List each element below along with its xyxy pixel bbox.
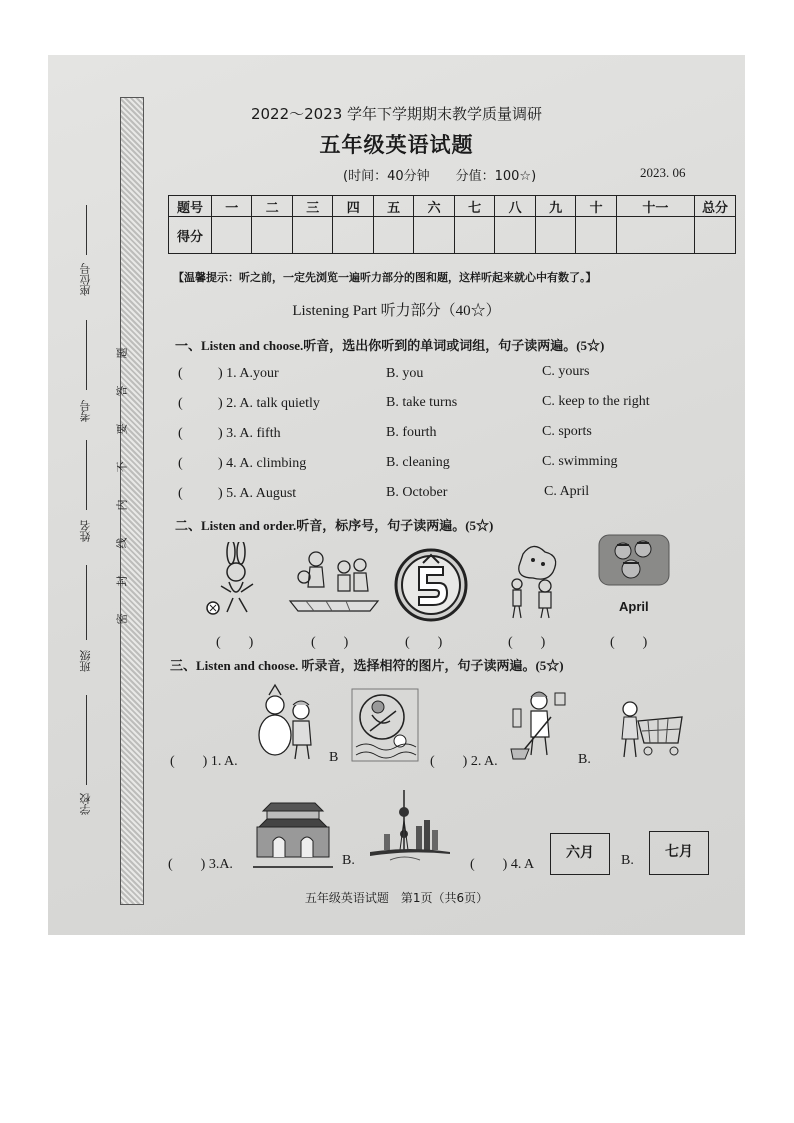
shopping-cart-picture — [618, 697, 688, 763]
part-title: Listening Part 听力部分（40☆） — [292, 303, 501, 319]
section1-title: 一、Listen and choose.听音，选出你听到的单词或词组，句子读两遍。(5☆) — [175, 338, 605, 353]
apple-picking-picture — [503, 542, 565, 620]
seal-char: 题 — [115, 347, 129, 359]
term-line: 2022～2023 学年下学期期末教学质量调研 — [250, 105, 543, 123]
answer-paren[interactable]: ( — [178, 486, 183, 501]
exam-number-label: 考号 — [79, 400, 92, 422]
score-cell[interactable] — [292, 217, 332, 254]
answer-paren[interactable]: ( — [178, 426, 183, 441]
family-picnic-picture — [286, 545, 384, 617]
shanghai-skyline-picture — [370, 790, 450, 870]
score-header-cell: 三 — [292, 196, 332, 217]
name-line — [86, 440, 87, 510]
option-c: C. April — [544, 484, 590, 499]
score-header-cell: 九 — [535, 196, 575, 217]
seat-number-label: 座位号 — [79, 263, 92, 296]
option-b-label: B — [329, 750, 339, 765]
exam-date: 2023. 06 — [640, 165, 686, 180]
page-title: 五年级英语试题 — [319, 133, 474, 157]
score-cell[interactable] — [695, 217, 736, 254]
option-b: B. fourth — [386, 425, 437, 440]
seat-number-line — [86, 205, 87, 255]
answer-paren[interactable]: ( — [178, 456, 183, 471]
option-a: ) 4. A. climbing — [218, 456, 307, 471]
rabbit-football-picture — [203, 542, 265, 620]
score-header-cell: 题号 — [169, 196, 212, 217]
question-3-2[interactable]: ( ) 2. A. — [430, 754, 498, 769]
school-label: 学校 — [79, 793, 92, 815]
order-blank[interactable]: ( ) — [216, 635, 254, 650]
option-b: B. cleaning — [386, 455, 450, 470]
seal-char: 要 — [115, 423, 129, 435]
score-header-cell: 二 — [252, 196, 292, 217]
option-b: B. take turns — [386, 395, 458, 410]
score-cell[interactable] — [535, 217, 575, 254]
exam-meta: (时间：40分钟 分值：100☆) — [343, 169, 537, 184]
score-cell[interactable] — [414, 217, 454, 254]
answer-paren[interactable]: ( — [178, 366, 183, 381]
option-c: C. swimming — [542, 454, 618, 469]
exam-number-line — [86, 320, 87, 390]
tip-text: 【温馨提示：听之前，一定先浏览一遍听力部分的图和题，这样听起来就心中有数了。】 — [173, 271, 597, 284]
score-header-cell: 八 — [495, 196, 535, 217]
score-header-cell: 七 — [454, 196, 494, 217]
class-line — [86, 565, 87, 640]
score-cell[interactable] — [454, 217, 494, 254]
order-blank[interactable]: ( ) — [508, 635, 546, 650]
number-five-sign-picture — [393, 547, 469, 623]
option-b: B. October — [386, 485, 448, 500]
order-blank[interactable]: ( ) — [610, 635, 648, 650]
score-header-cell: 五 — [373, 196, 413, 217]
seal-char: 答 — [115, 385, 129, 397]
seal-char: 不 — [115, 461, 129, 473]
score-cell[interactable] — [333, 217, 373, 254]
page-footer: 五年级英语试题 第1页（共6页） — [304, 891, 489, 905]
option-c: C. keep to the right — [542, 394, 650, 409]
seal-char: 线 — [115, 537, 129, 549]
question-3-1[interactable]: ( ) 1. A. — [170, 754, 238, 769]
score-cell[interactable] — [616, 217, 694, 254]
score-cell[interactable] — [252, 217, 292, 254]
order-blank[interactable]: ( ) — [405, 635, 443, 650]
option-a: ) 2. A. talk quietly — [218, 396, 320, 411]
order-blank[interactable]: ( ) — [311, 635, 349, 650]
snowman-picture — [253, 683, 323, 763]
exam-photo — [48, 55, 745, 935]
question-3-4[interactable]: ( ) 4. A — [470, 857, 535, 872]
option-b-label: B. — [342, 853, 355, 868]
score-header-cell: 总分 — [695, 196, 736, 217]
score-header-cell: 六 — [414, 196, 454, 217]
score-header-cell: 十一 — [616, 196, 694, 217]
swimming-picture — [350, 687, 420, 763]
sweeping-picture — [503, 687, 569, 763]
score-cell[interactable] — [576, 217, 616, 254]
option-b-label: B. — [621, 853, 634, 868]
april-calendar-picture — [597, 531, 671, 589]
option-a: ) 3. A. fifth — [218, 426, 281, 441]
class-label: 班级 — [79, 650, 92, 672]
score-cell[interactable] — [373, 217, 413, 254]
option-c: C. sports — [542, 424, 592, 439]
option-a: ) 1. A.your — [218, 366, 279, 381]
seal-char: 密 — [115, 613, 129, 625]
tiananmen-picture — [253, 797, 333, 871]
month-box-july: 七月 — [649, 831, 709, 875]
month-box-june: 六月 — [550, 833, 610, 875]
option-c: C. yours — [542, 364, 590, 379]
score-cell[interactable] — [495, 217, 535, 254]
seal-char: 封 — [115, 575, 129, 587]
option-b-label: B. — [578, 752, 591, 767]
score-row-label: 得分 — [169, 217, 212, 254]
score-header-cell: 十 — [576, 196, 616, 217]
name-label: 姓名 — [79, 520, 92, 542]
school-line — [86, 695, 87, 785]
section2-title: 二、Listen and order.听音，标序号，句子读两遍。(5☆) — [175, 518, 494, 533]
score-table — [168, 195, 736, 254]
answer-paren[interactable]: ( — [178, 396, 183, 411]
score-header-cell: 一 — [212, 196, 252, 217]
april-label: April — [619, 599, 649, 614]
section3-title: 三、Listen and choose. 听录音，选择相符的图片，句子读两遍。(5☆) — [170, 658, 564, 673]
option-b: B. you — [386, 366, 424, 381]
score-cell[interactable] — [212, 217, 252, 254]
seal-char: 内 — [115, 499, 129, 511]
option-a: ) 5. A. August — [218, 486, 297, 501]
score-header-cell: 四 — [333, 196, 373, 217]
question-3-3[interactable]: ( ) 3.A. — [168, 857, 233, 872]
